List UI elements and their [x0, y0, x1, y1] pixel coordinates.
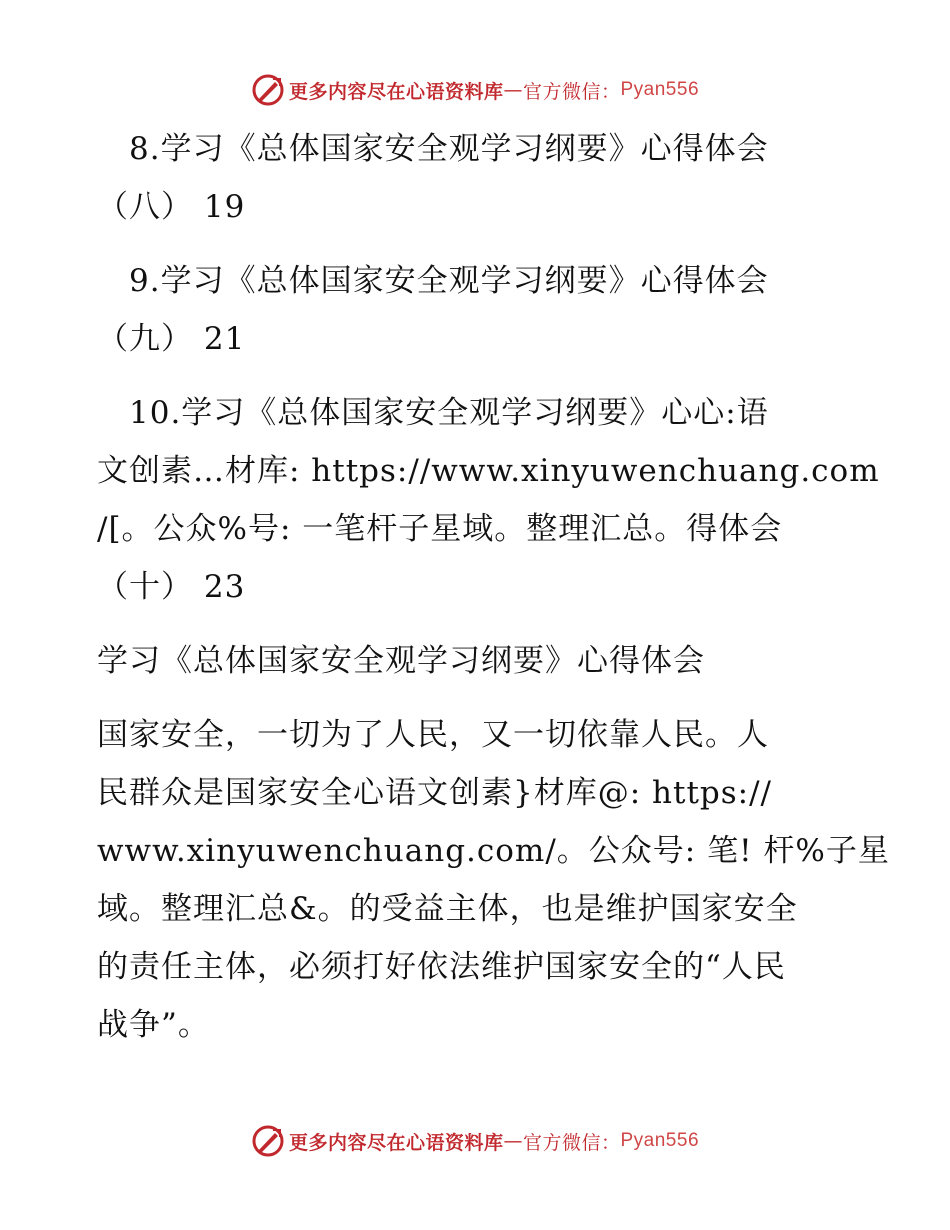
quill-logo-icon: [251, 73, 285, 107]
toc-entry-9-line1: 9.学习《总体国家安全观学习纲要》心得体会: [97, 263, 769, 299]
banner-wechat-id: Pyan556: [620, 79, 700, 100]
paragraph-line: 域。整理汇总&。的受益主体，也是维护国家安全: [97, 891, 798, 927]
banner-main-text: 更多内容尽在心语资料库: [288, 1131, 504, 1154]
toc-entry-10-line2: 文创素…材库: https://www.xinyuwenchuang.com: [97, 453, 880, 489]
footer-banner: [0, 1121, 950, 1161]
section-heading: 学习《总体国家安全观学习纲要》心得体会: [97, 643, 705, 679]
toc-entry-9-line2: （九） 21: [97, 321, 246, 357]
paragraph-line: 国家安全，一切为了人民，又一切依靠人民。人: [97, 717, 769, 753]
toc-entry-10-line4: （十） 23: [97, 569, 246, 605]
quill-logo-icon: [251, 1124, 285, 1158]
banner-wechat-label: 官方微信：: [522, 80, 621, 103]
paragraph-line: 的责任主体，必须打好依法维护国家安全的“人民: [97, 949, 786, 985]
paragraph-line: 战争”。: [97, 1007, 210, 1043]
toc-entry-8-line2: （八） 19: [97, 189, 246, 225]
paragraph-line: 民群众是国家安全心语文创素}材库@: https://: [97, 775, 772, 811]
toc-entry-8-line1: 8.学习《总体国家安全观学习纲要》心得体会: [97, 131, 769, 167]
banner-main-text: 更多内容尽在心语资料库: [288, 80, 504, 103]
toc-entry-10-line3: /[。公众%号: 一笔杆子星域。整理汇总。得体会: [97, 511, 783, 547]
banner-separator: —: [503, 1130, 523, 1152]
banner-wechat-id: Pyan556: [620, 1130, 700, 1151]
banner-wechat-label: 官方微信：: [522, 1131, 621, 1154]
toc-entry-10-line1: 10.学习《总体国家安全观学习纲要》心心:语: [97, 395, 769, 431]
paragraph-line: www.xinyuwenchuang.com/。公众号: 笔! 杆%子星: [97, 833, 890, 869]
document-body: [97, 120, 890, 1054]
banner-separator: —: [503, 79, 523, 101]
header-banner: [0, 70, 950, 110]
